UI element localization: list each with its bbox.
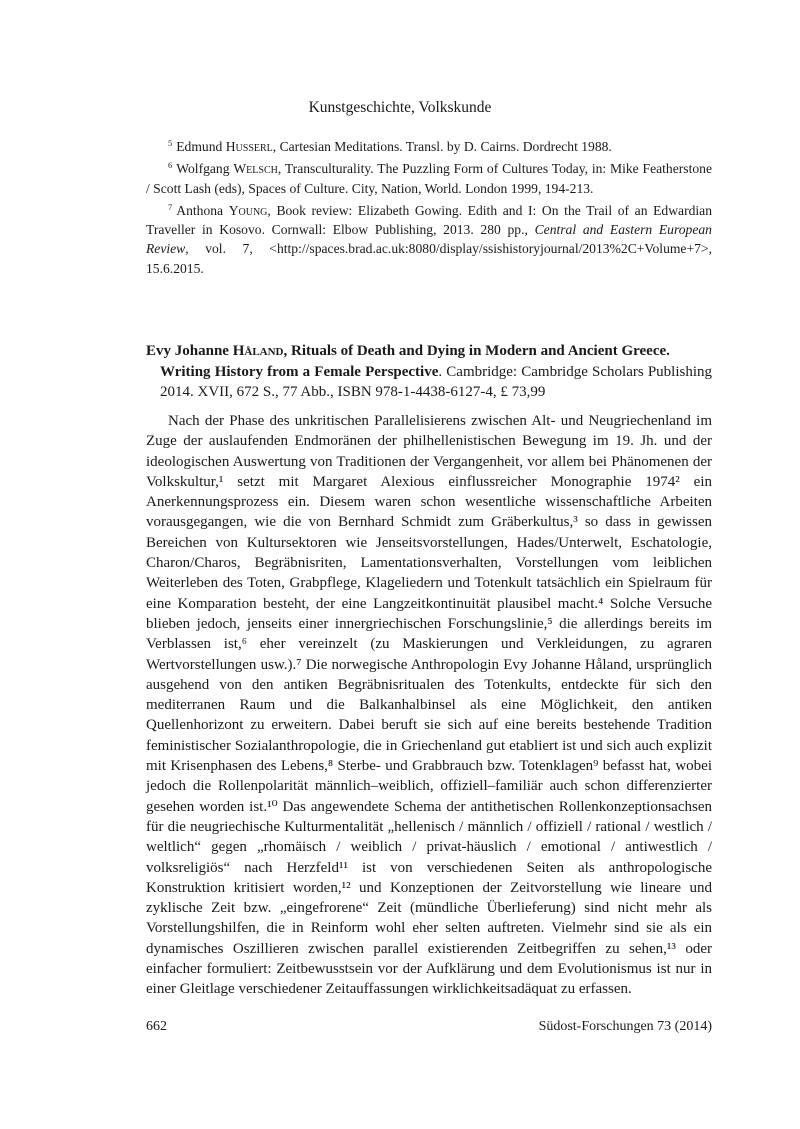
body-text <box>146 411 712 1000</box>
review-author-last: Håland <box>232 343 284 359</box>
footnote-text: Wolfgang <box>176 161 234 177</box>
body-paragraph: Nach der Phase des unkritischen Parallelisierens zwischen Alt- und Neugriechenland im Zuge der auslaufenden Endmoränen der philhellenistischen Bewegung im 19. Jh. und der ideologischen Auswertung von Traditionen der Vergangenheit, vor allem bei Phänomenen der Volkskultur,¹ setzt mit Margaret Alexious einflussreicher Monographie 1974² ein Anerkennungsprozess ein. Diesem waren schon wesentliche wissenschaftliche Arbeiten vorausgegangen, wie die von Bernhard Schmidt zum Gräberkultus,³ so dass in gewissen Bereichen von Kultursektoren wie Jenseitsvorstellungen, Hades/Unterwelt, Eschatologie, Charon/Charos, Begräbnisriten, Lamentationsverhalten, Vorstellungen vom leiblichen Weiterleben des Toten, Grabpflege, Klageliedern und Totenkult tatsächlich ein Spielraum für eine Komparation besteht, der eine Langzeitkontinuität plausibel macht.⁴ Solche Versuche blieben jedoch, jenseits einer innergriechischen Forschungslinie,⁵ die allerdings bereits im Verblassen ist,⁶ eher vereinzelt (zu Maskierungen und Verkleidungen, zu agraren Wertvorstellungen usw.).⁷ Die norwegische Anthropologin Evy Johanne Håland, ursprünglich ausgehend von den antiken Begräbnisritualen des Totenkults, entdeckte für sich den mediterranen Raum und die Balkanhalbinsel als eine Möglichkeit, den antiken Quellenhorizont zu erweitern. Dabei beruft sie sich auf eine bereits bestehende Tradition feministischer Sozialanthropologie, die in Griechenland gut etabliert ist und sich auch explizit mit Krisenphasen des Lebens,⁸ Sterbe- und Grabbrauch bzw. Totenklagen⁹ befasst hat, wobei jedoch die Rollenpolarität männlich–weiblich, offiziell–familiär auch schon differenzierter gesehen worden ist.¹⁰ Das angewendete Schema der antithetischen Rollenkonzeptionsachsen für die neugriechische Kulturmentalität „hellenisch / männlich / offiziell / rational / westlich / weltlich“ gegen „rhomäisch / weiblich / privat-häuslich / emotional / antiwestlich / volksreligiös“ nach Herzfeld¹¹ ist von verschiedenen Seiten als anthropologische Konstruktion kritisiert worden,¹² und Konzeptionen der Zeitvorstellung wie lineare und zyklische Zeit bzw. „eingefrorene“ Zeit (mündliche Überlieferung) sind nicht mehr als Vorstellungshilfen, die in Reinform wohl eher selten auftreten. Vielmehr sind sie als ein dynamisches Oszillieren zwischen parallel existierenden Zeitbegriffen zu sehen,¹³ oder einfacher formuliert: Zeitbewusstsein vor der Aufklärung und dem Evolutionismus ist nur in einer Gleitlage verschiedener Zeitauffassungen wirklichkeitsadäquat zu erfassen. <box>146 413 712 998</box>
footnote-journal: Central and Eastern European Review <box>146 222 712 257</box>
running-head: Kunstgeschichte, Volkskunde <box>308 99 492 116</box>
review-publication: . Cambridge: Cambridge Scholars Publishing 2014. XVII, 672 S., 77 Abb., ISBN 978-1-4438-6127-4, £ 73,99 <box>160 363 712 401</box>
footnote-6 <box>146 156 712 198</box>
footnote-number: 5 <box>168 138 173 148</box>
review-title: , Rituals of Death and Dying in Modern and Ancient Greece. <box>283 343 670 359</box>
footnote-text: Edmund <box>176 139 226 154</box>
review-subtitle: Writing History from a Female Perspective <box>160 363 439 380</box>
footnote-text: , Transculturality. The Puzzling Form of Cultures Today, in: Mike Featherstone / Scott Lash (eds), Spaces of Culture. City, Nation, World. London 1999, 194-213. <box>146 161 712 196</box>
review-heading <box>146 341 712 403</box>
footnote-text: , vol. 7, <http://spaces.brad.ac.uk:8080/display/ssishistoryjournal/2013%2C+Volume+7>, 15.6.2015. <box>146 241 712 276</box>
page-footer <box>146 1019 712 1035</box>
footnote-number: 6 <box>168 160 173 171</box>
journal-reference: Südost-Forschungen 73 (2014) <box>538 1019 712 1034</box>
review-author-first: Evy Johanne <box>146 343 233 359</box>
footnote-number: 7 <box>168 201 173 212</box>
footnotes <box>146 134 712 278</box>
footnote-7 <box>146 198 712 278</box>
footnote-author: Welsch <box>233 161 278 177</box>
footnote-text: , Cartesian Meditations. Transl. by D. Cairns. Dordrecht 1988. <box>272 139 612 154</box>
review-subtitle-line <box>146 362 712 403</box>
footnote-text: , Book review: Elizabeth Gowing. Edith and I: On the Trail of an Edwardian Traveller in Kosovo. Cornwall: Elbow Publishing, 2013. 280 pp., <box>146 202 712 238</box>
footnote-author: Husserl <box>225 139 273 154</box>
footnote-text: Anthona <box>176 202 229 218</box>
footnote-5 <box>146 134 712 156</box>
footnote-author: Young <box>228 202 268 218</box>
page-number: 662 <box>146 1019 167 1034</box>
